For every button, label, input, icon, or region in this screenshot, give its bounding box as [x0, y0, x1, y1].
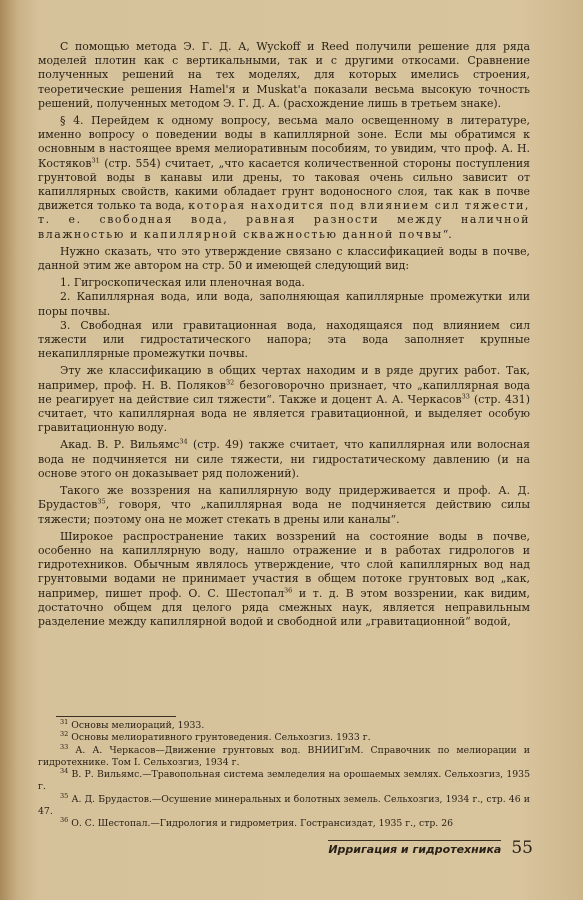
paragraph-7: [38, 530, 530, 629]
footnotes: [38, 717, 530, 831]
list-item-2: 2. Капиллярная вода, или вода, заполняющая капиллярные промежутки или поры почвы.: [38, 290, 530, 318]
footnote-36-text: О. С. Шестопал.—Гидрология и гидрометрия. Гострансиздат, 1935 г., стр. 26: [71, 818, 454, 830]
footnote-36: [38, 818, 530, 830]
paragraph-4-text-b: безоговорочно признает, что „капиллярная вода не реагирует на действие сил тяжести“. Также и доцент А. А. Черкасов: [38, 378, 530, 406]
list-item-3: 3. Свободная или гравитационная вода, находящаяся под влиянием сил тяжести или гидростатического напора; эта вода заполняет крупные некапиллярные промежутки почвы.: [38, 318, 530, 361]
footnote-ref-36: 36: [284, 585, 293, 594]
footnote-33: [38, 742, 530, 770]
paragraph-4: [38, 364, 530, 435]
footnote-32-number: 32: [60, 730, 69, 739]
footnote-ref-35: 35: [97, 497, 106, 506]
page-number: 55: [511, 838, 533, 858]
footnote-ref-32: 32: [226, 378, 235, 387]
paragraph-1: [38, 40, 530, 111]
footnote-35: [38, 791, 530, 819]
paragraph-2-text-b: (стр. 554) считает, „что касается количественной стороны поступления грунтовой воды в канавы или дрены, то таковая очень сильно зависит от капиллярных свойств, какими обладает грунт водоносного слоя, так как в почве движется только та вода,: [38, 156, 530, 213]
footnote-31: [38, 717, 530, 732]
list-item-1: 1. Гигроскопическая или пленочная вода.: [60, 276, 305, 290]
footnote-35-number: 35: [60, 791, 69, 800]
footnote-33-text: А. А. Черкасов—Движение грунтовых вод. ВНИИГиМ. Справочник по мелиорации и гидротехнике. Том I. Сельхозгиз, 1934 г.: [38, 744, 530, 768]
footnote-31-number: 31: [60, 717, 69, 726]
paragraph-4-text-c: (стр. 431) считает, что капиллярная вода не является гравитационной, и выделяет особую гравитационную воду.: [38, 392, 530, 435]
journal-title: Ирригация и гидротехника: [328, 840, 501, 856]
footnote-33-number: 33: [60, 742, 69, 751]
paragraph-6: [38, 484, 530, 527]
footnote-ref-33: 33: [461, 392, 470, 401]
main-text: [38, 40, 530, 632]
paragraph-1-text: С помощью метода Э. Г. Д. А, Wyckoff и Reed получили решение для ряда моделей плотин как с вертикальными, так и с другими откосами. Сравнение полученных решений на тех моделях, для которых имелись строения, теоретические решения Hamel'я и Muskat'а показали весьма высокую точность решений, полученных методом Э. Г. Д. А. (расхождение лишь в третьем знаке).: [38, 40, 530, 110]
paragraph-4-text-a: Эту же классификацию в общих чертах находим и в ряде других работ. Так, например, проф. Н. В. Поляков: [38, 364, 530, 392]
footnote-34-text: В. Р. Вильямс.—Травопольная система земледелия на орошаемых землях. Сельхозгиз, 1935 г.: [38, 769, 530, 793]
paragraph-7-text-a: Широкое распространение таких воззрений на состояние воды в почве, особенно на капиллярную воду, нашло отражение и в работах гидрологов и гидротехников. Обычным являлось утверждение, что слой капиллярных вод над грунтовыми водами не принимает участия в общем потоке грунтовых вод „как, например, пишет проф. О. С. Шестопал: [38, 529, 530, 600]
footnote-32-text: Основы мелиоративного грунтоведения. Сельхозгиз. 1933 г.: [71, 732, 371, 744]
paragraph-6-text-b: , говоря, что „капиллярная вода не подчиняется действию силы тяжести; поэтому она не может стекать в дрены или каналы“.: [38, 498, 530, 526]
footnote-31-text: Основы мелиораций, 1933.: [71, 720, 205, 731]
paragraph-5-text-a: Акад. В. Р. Вильямс: [60, 438, 180, 452]
paragraph-5-text-b: (стр. 49) также считает, что капиллярная или волосная вода не подчиняется ни силе тяжести, ни гидростатическому давлению (и на основе этого он доказывает ряд положений).: [38, 438, 531, 480]
page-footer: [328, 838, 533, 858]
footnote-ref-31: 31: [91, 156, 100, 164]
paragraph-7-text-b: и т. д. В этом воззрении, как видим, достаточно общем для целого ряда смежных наук, является неправильным разделение между капиллярной водой и свободной или „гравитационной“ водой,: [38, 586, 530, 628]
paragraph-5: [38, 438, 530, 481]
paragraph-6-text-a: Такого же воззрения на капиллярную воду придерживается и проф. А. Д. Брудастов: [38, 484, 530, 512]
footnote-35-text: А. Д. Брудастов.—Осушение минеральных и болотных земель. Сельхозгиз, 1934 г., стр. 46 и 47.: [38, 793, 530, 818]
paragraph-2-spaced-quote: которая находится под влиянием сил тяжести, т. е. свободная вода, равная разности между наличной влажностью и капиллярной скважностью данной почвы: [38, 199, 530, 241]
footnote-divider: [56, 716, 176, 717]
paragraph-2-text-a: § 4. Перейдем к одному вопросу, весьма мало освещенному в литературе, именно вопросу о поведении воды в капиллярной зоне. Если мы обратимся к основным в настоящее время мелиоративным пособиям, то увидим, что проф. А. Н. Костяков: [38, 114, 530, 170]
footnote-32: [38, 732, 530, 744]
footnote-34: [38, 769, 530, 794]
footnote-34-number: 34: [60, 767, 69, 776]
footnote-ref-34: 34: [179, 437, 188, 446]
paragraph-3-text: Нужно сказать, что это утверждение связано с классификацией воды в почве, данной этим же автором на стр. 50 и имеющей следующий вид:: [38, 244, 530, 273]
paragraph-2-text-c: “.: [442, 227, 452, 241]
footnote-36-number: 36: [60, 816, 69, 825]
paragraph-2: [38, 114, 530, 242]
paragraph-3: [38, 245, 530, 273]
